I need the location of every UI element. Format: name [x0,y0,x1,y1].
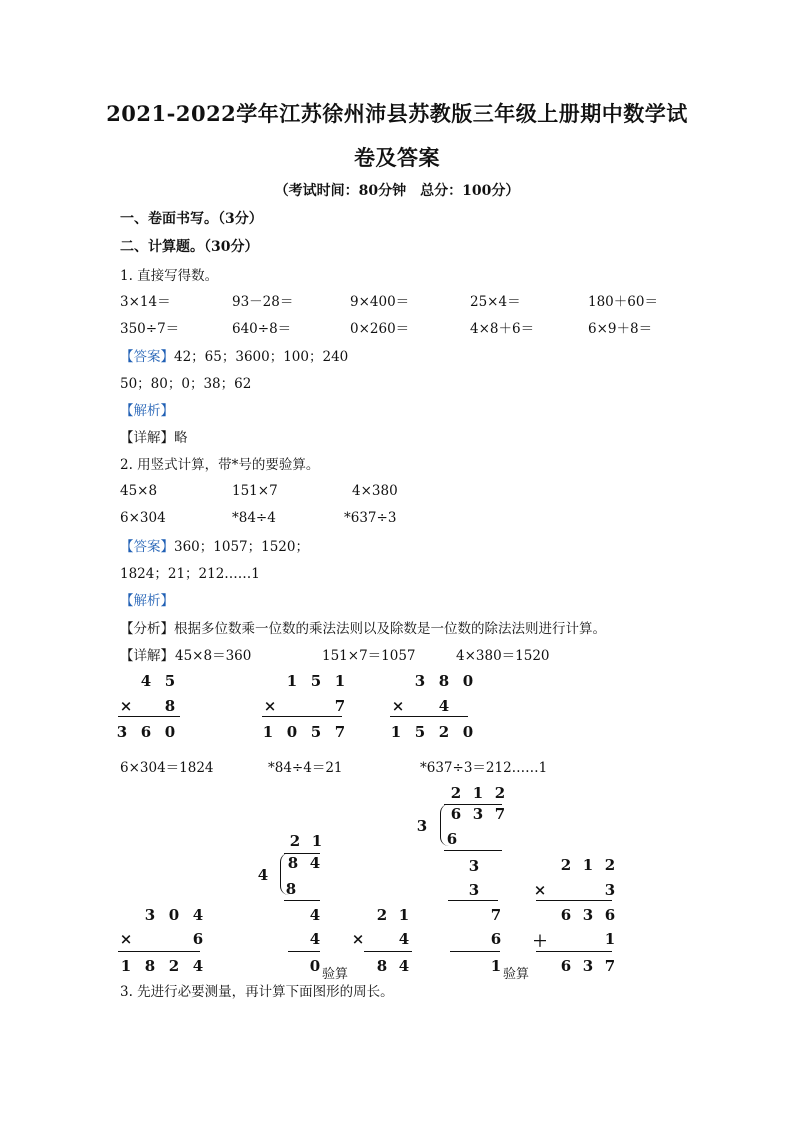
digit: 4 [309,854,321,872]
digit: 1 [390,723,402,741]
underline [118,716,180,717]
q2-detail-eq: 4×380＝1520 [456,648,550,664]
digit: 1 [262,723,274,741]
q2-detail-eq: *637÷3＝212……1 [420,760,548,776]
digit: 0 [164,723,176,741]
digit: 1 [334,672,346,690]
times-sign: × [351,930,365,948]
digit: 8 [376,957,388,975]
digit: 0 [309,957,321,975]
q2-answer [120,535,309,555]
digit: 3 [468,881,480,899]
digit: 2 [604,856,616,874]
plus-sign: ＋ [532,932,548,950]
digit: 4 [192,906,204,924]
title-line-1: 2021-2022学年江苏徐州沛县苏教版三年级上册期中数学试 [106,101,688,126]
digit: 0 [168,906,180,924]
digit: 7 [604,957,616,975]
q2-item: 151×7 [232,483,278,499]
digit: 4 [309,906,321,924]
fenxi-text: 根据多位数乘一位数的乘法法则以及除数是一位数的除法法则进行计算。 [174,621,606,637]
digit: 3 [116,723,128,741]
digit: 4 [438,697,450,715]
divisor: 3 [416,817,428,835]
digit: 0 [462,672,474,690]
digit: 4 [192,957,204,975]
section-2-heading: 二、计算题。（30分） [120,239,259,255]
underline [364,951,412,952]
underline [536,900,612,901]
digit: 1 [286,672,298,690]
section-1-heading: 一、卷面书写。（3分） [120,211,263,227]
digit: 2 [494,784,506,802]
digit: 2 [560,856,572,874]
digit: 3 [414,672,426,690]
title-line-2: 卷及答案 [354,145,440,170]
digit: 3 [144,906,156,924]
digit: 7 [494,805,506,823]
digit: 7 [334,697,346,715]
division-bar [284,853,320,854]
digit: 3 [582,906,594,924]
times-sign: × [391,697,405,715]
check-label: 验算 [322,967,349,982]
underline [118,951,200,952]
underline [444,850,502,851]
digit: 6 [604,906,616,924]
q2-fenxi [120,617,606,637]
q3-prompt: 3. 先进行必要测量，再计算下面图形的周长。 [120,984,394,1000]
q2-detail-eq: 6×304＝1824 [120,760,214,776]
underline [536,951,612,952]
answer-tag: 【答案】 [120,539,174,555]
digit: 4 [398,957,410,975]
q2-prompt: 2. 用竖式计算，带*号的要验算。 [120,457,320,473]
digit: 8 [164,697,176,715]
q2-detail-eq: 45×8＝360 [175,648,252,664]
times-sign: × [533,881,547,899]
divisor: 4 [257,866,269,884]
q1-detail [120,426,188,446]
underline [450,951,500,952]
digit: 1 [604,930,616,948]
digit: 8 [438,672,450,690]
digit: 6 [560,906,572,924]
q1-item: 0×260＝ [350,321,410,337]
times-sign: × [263,697,277,715]
digit: 6 [450,805,462,823]
digit: 5 [310,672,322,690]
underline [288,951,320,952]
q2-answer-line-2: 1824；21；212……1 [120,566,260,582]
q1-item: 3×14＝ [120,294,171,310]
digit: 6 [490,930,502,948]
digit: 3 [604,881,616,899]
q1-answer [120,345,348,365]
digit: 5 [310,723,322,741]
digit: 6 [140,723,152,741]
digit: 1 [472,784,484,802]
digit: 7 [334,723,346,741]
q2-item: *84÷4 [232,510,276,526]
q1-answer-line-2: 50；80；0；38；62 [120,376,252,392]
digit: 4 [398,930,410,948]
digit: 5 [164,672,176,690]
answer-text: 42；65；3600；100；240 [174,349,349,365]
division-bracket [280,853,289,895]
times-sign: × [119,697,133,715]
q1-item: 4×8＋6＝ [470,321,535,337]
digit: 8 [287,854,299,872]
digit: 1 [398,906,410,924]
q1-item: 93－28＝ [232,294,294,310]
digit: 8 [285,880,297,898]
digit: 1 [490,957,502,975]
q2-detail-eq: 151×7＝1057 [322,648,416,664]
fenxi-tag: 【分析】 [120,621,174,637]
detail-tag: 【详解】 [120,430,174,446]
q2-detail-eq: *84÷4＝21 [268,760,343,776]
exam-info: （考试时间：80分钟 总分：100分） [274,183,520,199]
digit: 2 [450,784,462,802]
digit: 0 [286,723,298,741]
q1-item: 640÷8＝ [232,321,292,337]
underline [448,900,498,901]
digit: 0 [462,723,474,741]
digit: 1 [582,856,594,874]
digit: 2 [438,723,450,741]
underline [284,900,320,901]
q1-item: 6×9＋8＝ [588,321,653,337]
q1-prompt: 1. 直接写得数。 [120,268,219,284]
digit: 6 [560,957,572,975]
digit: 2 [376,906,388,924]
digit: 4 [140,672,152,690]
detail-text: 略 [174,430,188,446]
underline [262,716,342,717]
division-bracket [440,804,449,846]
q2-item: 45×8 [120,483,158,499]
q1-item: 25×4＝ [470,294,521,310]
q1-item: 350÷7＝ [120,321,180,337]
digit: 5 [414,723,426,741]
answer-text: 360；1057；1520； [174,539,309,555]
q1-item: 180＋60＝ [588,294,658,310]
q2-item: *637÷3 [344,510,397,526]
check-label: 验算 [503,967,530,982]
digit: 3 [468,857,480,875]
underline [390,716,468,717]
q2-item: 4×380 [352,483,398,499]
division-bar [444,804,502,805]
digit: 2 [289,832,301,850]
digit: 4 [309,930,321,948]
digit: 6 [192,930,204,948]
digit: 1 [311,832,323,850]
times-sign: × [119,930,133,948]
answer-tag: 【答案】 [120,349,174,365]
digit: 7 [490,906,502,924]
q2-detail-tag: 【详解】 [120,648,174,664]
digit: 8 [144,957,156,975]
digit: 6 [446,830,458,848]
digit: 3 [582,957,594,975]
digit: 1 [120,957,132,975]
q1-analysis-tag: 【解析】 [120,403,174,419]
digit: 2 [168,957,180,975]
q2-analysis-tag: 【解析】 [120,593,174,609]
q1-item: 9×400＝ [350,294,410,310]
digit: 3 [472,805,484,823]
q2-item: 6×304 [120,510,166,526]
